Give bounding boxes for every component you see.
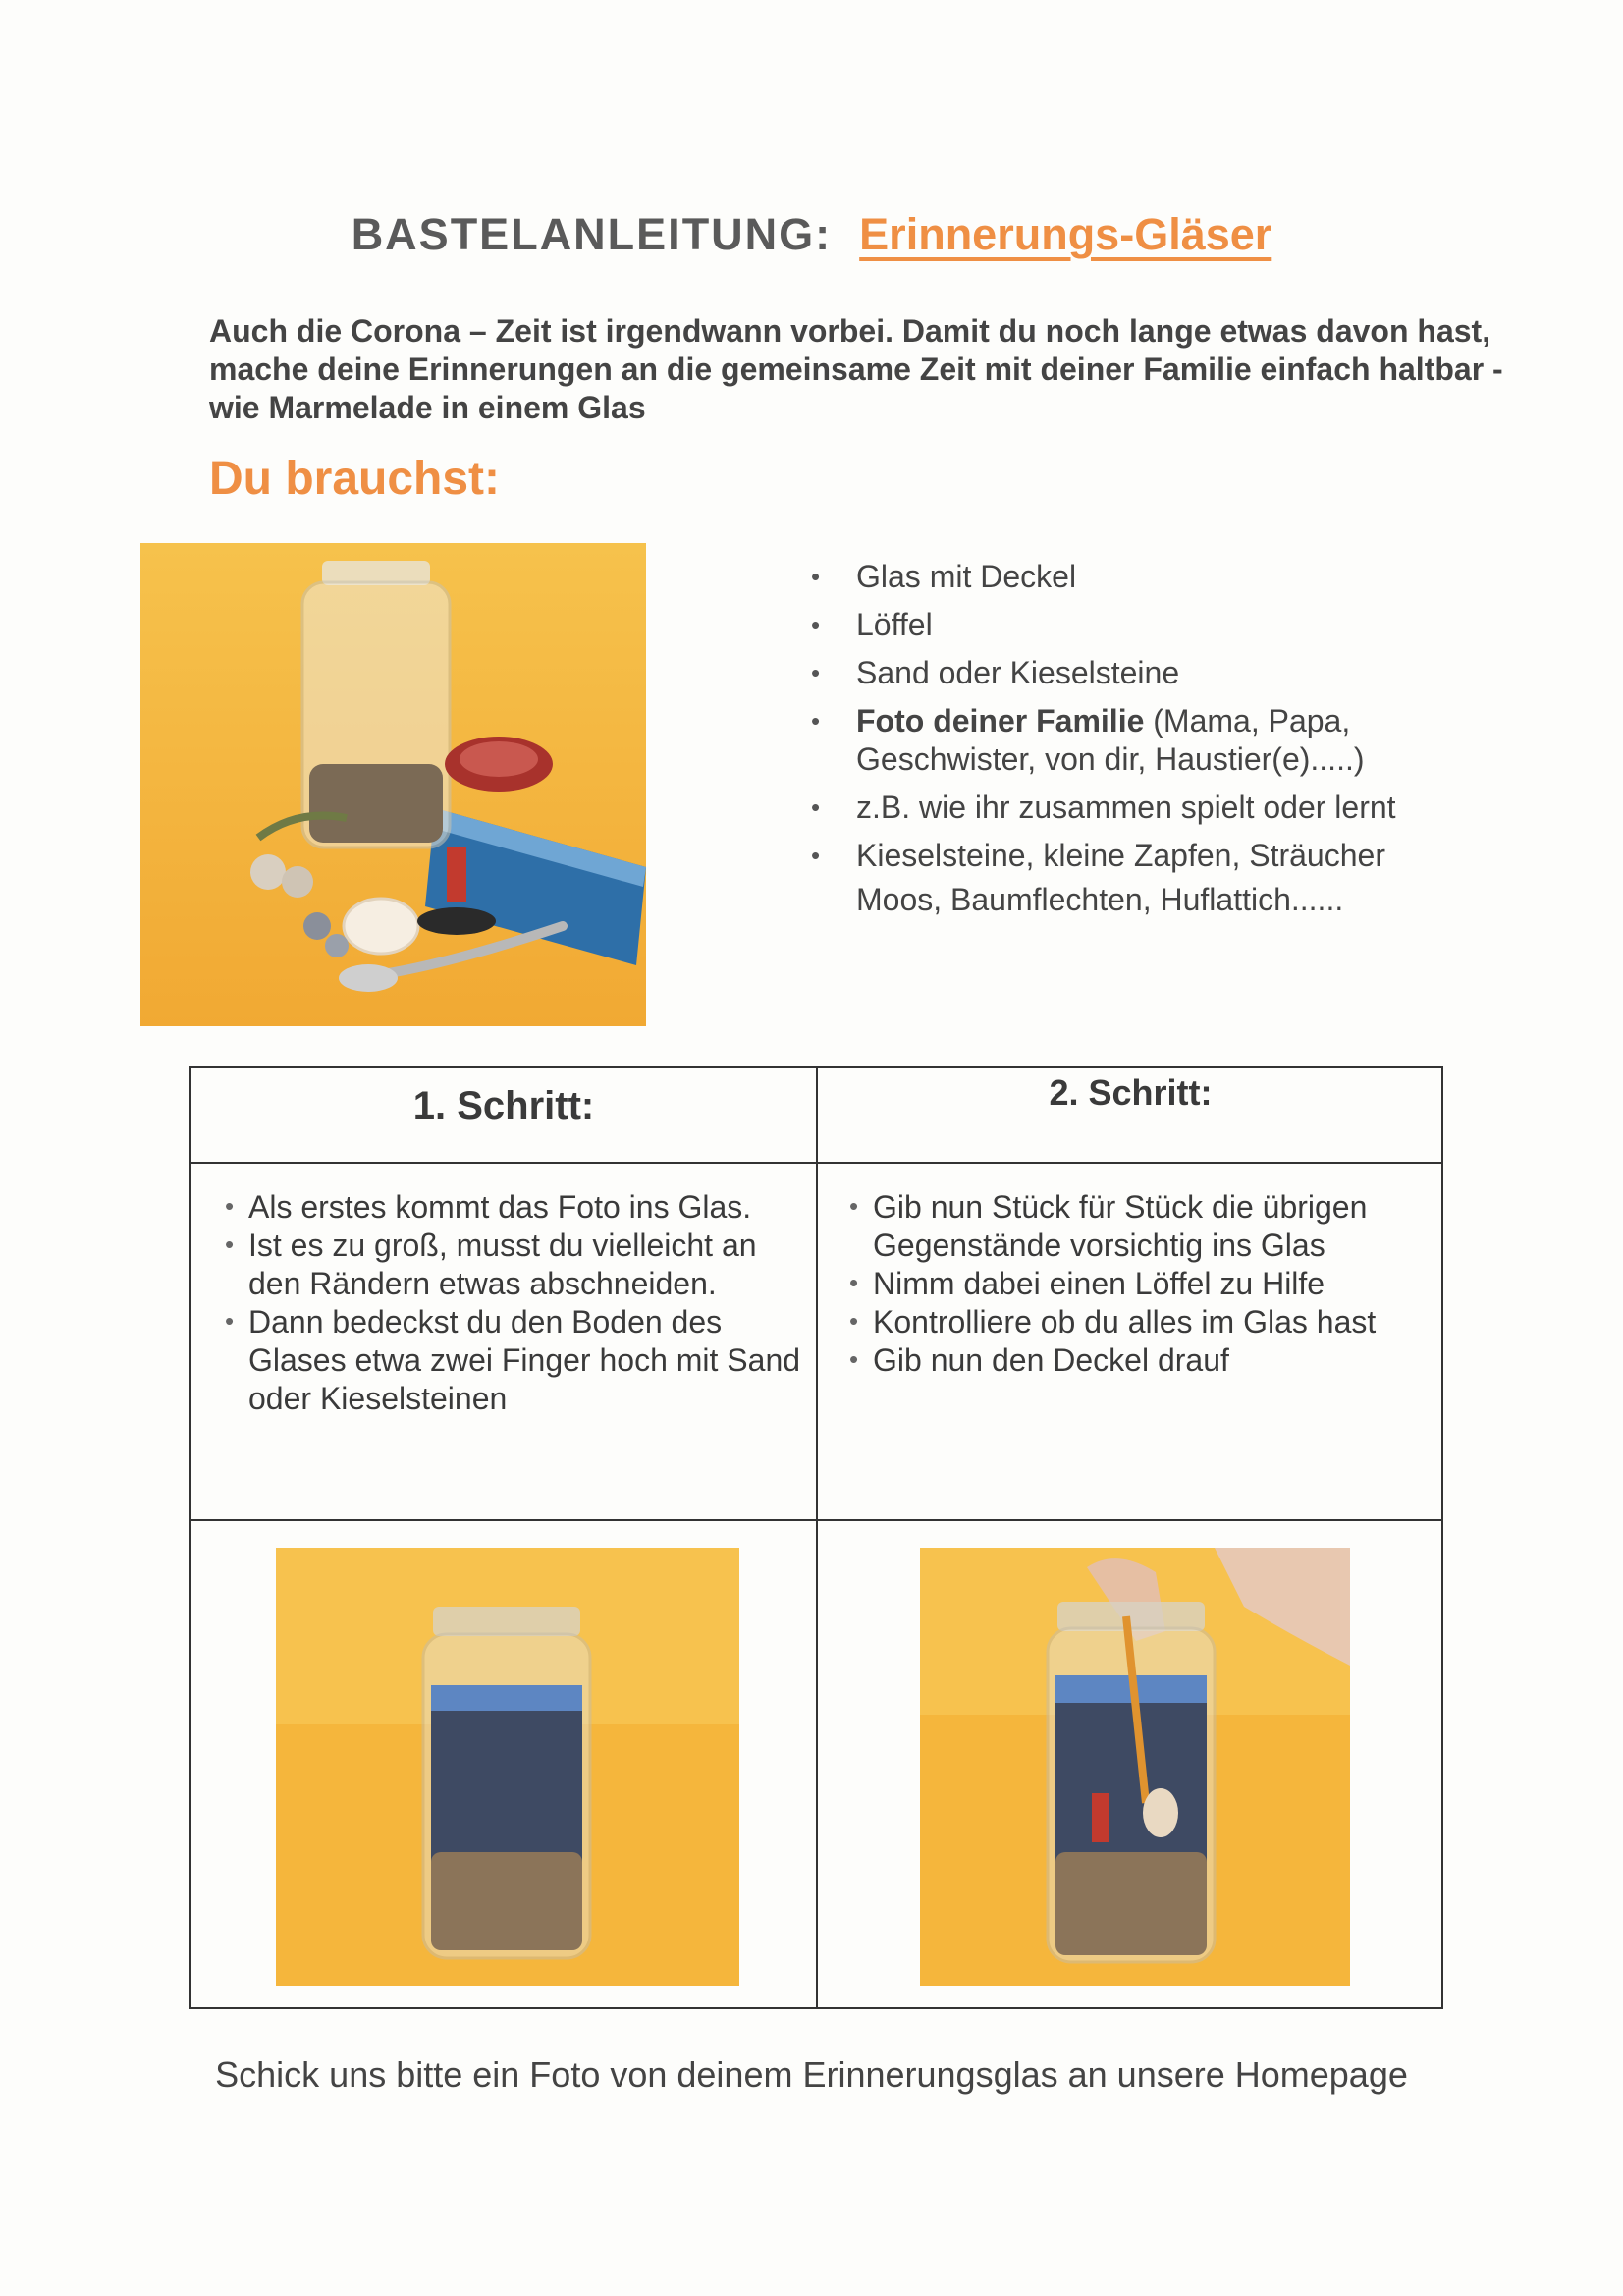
step2-title: 2. Schritt: bbox=[1049, 1072, 1213, 1113]
list-item: • Dann bedeckst du den Boden des Glases etwa zwei Finger hoch mit Sand oder Kieselsteinen bbox=[225, 1303, 804, 1418]
step1-list bbox=[225, 1188, 804, 1418]
list-item: • Gib nun Stück für Stück die übrigen Gegenstände vorsichtig ins Glas bbox=[849, 1188, 1438, 1265]
list-item bbox=[811, 702, 1498, 779]
intro-line: mache deine Erinnerungen an die gemeinsame Zeit mit deiner Familie einfach haltbar - bbox=[209, 352, 1503, 387]
list-item: • Kieselsteine, kleine Zapfen, Sträucher bbox=[811, 837, 1498, 875]
intro-line: wie Marmelade in einem Glas bbox=[209, 390, 646, 425]
intro-line: Auch die Corona – Zeit ist irgendwann vorbei. Damit du noch lange etwas davon hast, bbox=[209, 313, 1491, 349]
step2-list bbox=[849, 1188, 1438, 1380]
page-title bbox=[0, 209, 1623, 260]
list-item-rest: (Mama, Papa, Geschwister, von dir, Haustier(e).....) bbox=[856, 703, 1365, 777]
list-item: • Kontrolliere ob du alles im Glas hast bbox=[849, 1303, 1438, 1341]
intro-text bbox=[209, 312, 1564, 427]
list-item: • Löffel bbox=[811, 606, 1498, 644]
row-divider bbox=[191, 1162, 1441, 1164]
title-main: Erinnerungs-Gläser bbox=[859, 209, 1272, 259]
list-item-bold: Foto deiner Familie bbox=[856, 703, 1145, 738]
materials-heading: Du brauchst: bbox=[209, 453, 501, 505]
list-item: • Ist es zu groß, musst du vielleicht an den Rändern etwas abschneiden. bbox=[225, 1227, 804, 1303]
step2-photo bbox=[920, 1548, 1350, 1986]
materials-photo bbox=[140, 543, 646, 1026]
steps-table bbox=[189, 1066, 1443, 2009]
footer-note: Schick uns bitte ein Foto von deinem Erinnerungsglas an unsere Homepage bbox=[215, 2054, 1408, 2095]
row-divider bbox=[191, 1519, 1441, 1521]
step1-photo bbox=[276, 1548, 739, 1986]
step1-title: 1. Schritt: bbox=[412, 1084, 595, 1127]
column-divider bbox=[816, 1068, 818, 2007]
materials-list bbox=[811, 558, 1498, 929]
list-item: • z.B. wie ihr zusammen spielt oder lernt bbox=[811, 789, 1498, 827]
list-item: • Als erstes kommt das Foto ins Glas. bbox=[225, 1188, 804, 1227]
list-item: • Glas mit Deckel bbox=[811, 558, 1498, 596]
list-item: Moos, Baumflechten, Huflattich...... bbox=[856, 882, 1344, 917]
title-prefix: BASTELANLEITUNG: bbox=[351, 209, 833, 259]
list-item: • Gib nun den Deckel drauf bbox=[849, 1341, 1438, 1380]
list-item: • Nimm dabei einen Löffel zu Hilfe bbox=[849, 1265, 1438, 1303]
list-item: • Sand oder Kieselsteine bbox=[811, 654, 1498, 692]
